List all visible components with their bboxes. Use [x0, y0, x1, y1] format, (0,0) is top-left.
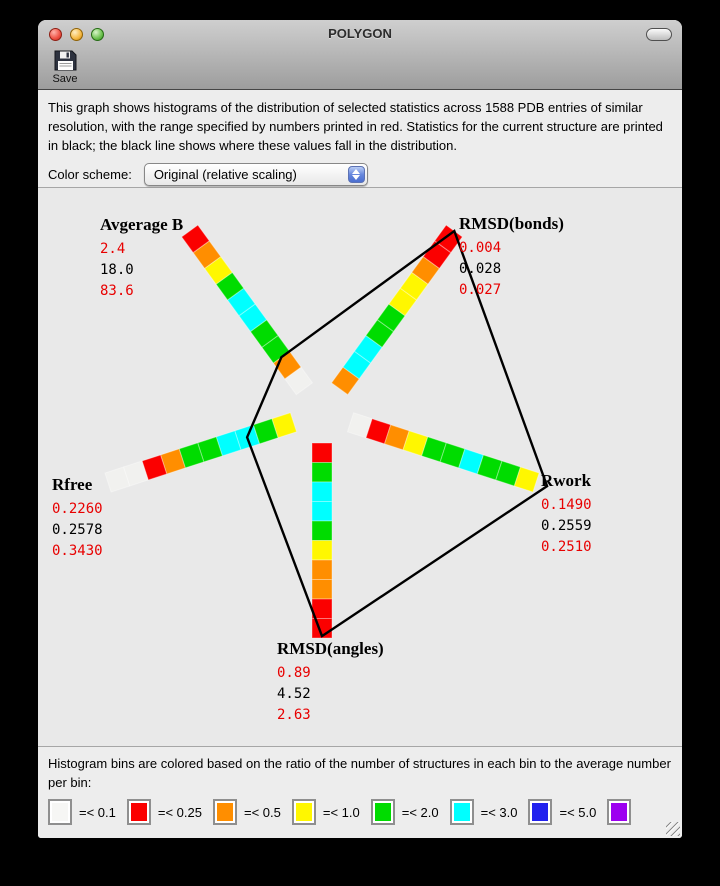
axis-current-value: 0.028 — [459, 261, 502, 277]
histogram-bin — [312, 541, 332, 561]
legend-label: =< 0.5 — [243, 804, 281, 820]
axis-current-value: 0.2559 — [541, 518, 592, 534]
legend-swatch-color — [532, 803, 548, 821]
axis-label-rmsd-angles — [277, 639, 384, 726]
color-scheme-selected-value: Original (relative scaling) — [153, 167, 297, 182]
legend-swatch — [213, 799, 237, 825]
histogram-bin — [312, 443, 332, 463]
histogram-bar-rwork — [347, 413, 539, 492]
save-floppy-icon — [46, 48, 84, 73]
legend-swatch-color — [375, 803, 391, 821]
save-button[interactable] — [46, 48, 84, 85]
axis-min-value: 2.4 — [100, 241, 126, 257]
dropdown-arrows-icon — [348, 166, 365, 183]
axis-label-rmsd-bonds — [459, 214, 564, 301]
histogram-bin — [312, 463, 332, 483]
axis-label-avgerage-b — [100, 215, 183, 302]
axis-title: RMSD(bonds) — [459, 214, 564, 233]
color-scheme-dropdown[interactable] — [144, 163, 368, 186]
legend-swatch — [371, 799, 395, 825]
legend-label: =< 3.0 — [480, 804, 518, 820]
color-scheme-label: Color scheme: — [48, 167, 132, 182]
zoom-button[interactable] — [91, 28, 104, 41]
legend-swatch — [450, 799, 474, 825]
minimize-button[interactable] — [70, 28, 83, 41]
legend-swatch — [127, 799, 151, 825]
axis-max-value: 0.3430 — [52, 543, 103, 559]
polygon-plot — [38, 188, 682, 746]
legend-row — [48, 799, 672, 825]
axis-min-value: 0.1490 — [541, 497, 592, 513]
window-title: POLYGON — [328, 26, 392, 41]
histogram-bin — [312, 560, 332, 580]
legend-swatch — [607, 799, 631, 825]
legend-swatch-color — [611, 803, 627, 821]
axis-current-value: 4.52 — [277, 686, 311, 702]
toolbar — [46, 48, 84, 85]
polygon-window — [38, 20, 682, 838]
axis-current-value: 18.0 — [100, 262, 134, 278]
axis-title: Rwork — [541, 471, 592, 490]
axis-current-value: 0.2578 — [52, 522, 103, 538]
histogram-bin — [312, 521, 332, 541]
legend-swatch-color — [296, 803, 312, 821]
description-panel — [38, 90, 682, 188]
histogram-bin — [312, 482, 332, 502]
legend-label: =< 0.25 — [157, 804, 202, 820]
axis-min-value: 0.89 — [277, 665, 311, 681]
axis-label-rwork — [541, 471, 592, 558]
legend-label: =< 0.1 — [79, 804, 116, 820]
legend-swatch-color — [131, 803, 147, 821]
histogram-bar-rmsd-angles — [312, 443, 332, 638]
histogram-bar-rfree — [105, 413, 297, 492]
close-button[interactable] — [49, 28, 62, 41]
histogram-bin — [312, 502, 332, 522]
titlebar[interactable] — [38, 20, 682, 48]
axis-max-value: 0.027 — [459, 282, 502, 298]
axis-label-rfree — [52, 475, 103, 562]
legend-swatch-color — [217, 803, 233, 821]
axis-min-value: 0.004 — [459, 240, 502, 256]
histogram-bar-avgerage-b — [182, 225, 313, 395]
legend-swatch — [292, 799, 316, 825]
legend-swatch-color — [52, 803, 68, 821]
histogram-bar-rmsd-bonds — [332, 225, 463, 395]
histogram-bin — [312, 580, 332, 600]
axis-min-value: 0.2260 — [52, 501, 103, 517]
save-button-label: Save — [52, 73, 78, 85]
toolbar-toggle-pill-button[interactable] — [646, 28, 672, 41]
axis-max-value: 0.2510 — [541, 539, 592, 555]
axis-title: RMSD(angles) — [277, 639, 384, 658]
description-text: This graph shows histograms of the distribution of selected statistics across 1588 PDB entries of similar resolution, with the range specified by numbers printed in red. Statistics for the current structure are printed in black; the black line shows where these values fall in the distribution. — [48, 100, 663, 153]
legend-swatch — [528, 799, 552, 825]
window-chrome — [38, 20, 682, 90]
axis-title: Rfree — [52, 475, 93, 494]
axis-max-value: 83.6 — [100, 283, 134, 299]
resize-grip[interactable] — [666, 822, 680, 836]
legend-description-text: Histogram bins are colored based on the ratio of the number of structures in each bin to the average number per bin: — [48, 756, 671, 790]
legend-label: =< 5.0 — [559, 804, 597, 820]
legend-label: =< 2.0 — [401, 804, 439, 820]
legend-swatch — [48, 799, 72, 825]
axis-title: Avgerage B — [100, 215, 184, 234]
legend-label: =< 1.0 — [322, 804, 360, 820]
legend-panel — [38, 746, 682, 838]
legend-swatch-color — [454, 803, 470, 821]
axis-max-value: 2.63 — [277, 707, 311, 723]
